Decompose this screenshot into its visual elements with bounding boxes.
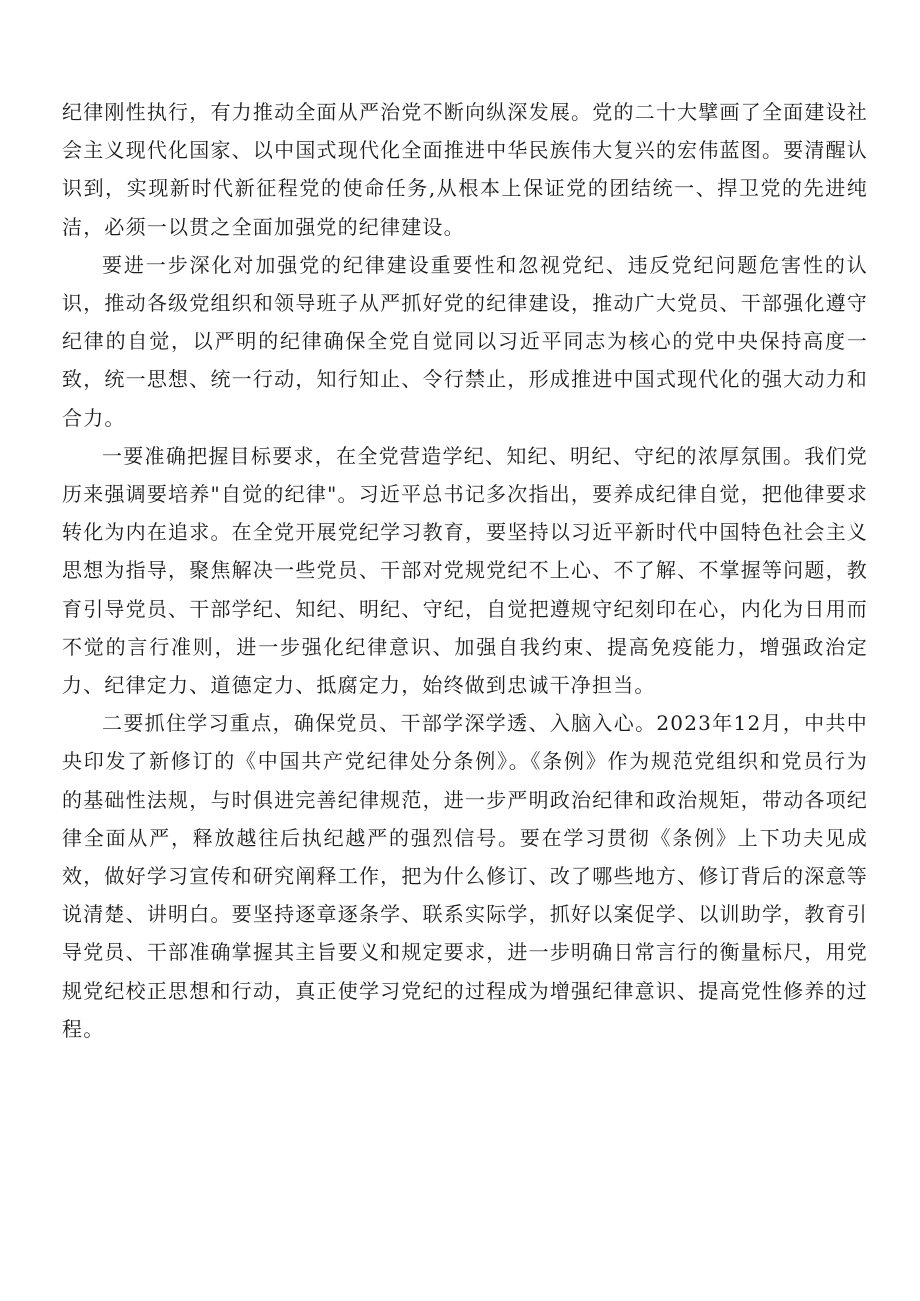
paragraph-goal-requirements: 一要准确把握目标要求，在全党营造学纪、知纪、明纪、守纪的浓厚氛围。我们党历来强调要培养"自觉的纪律"。习近平总书记多次指出，要养成纪律自觉，把他律要求转化为内在追求。在全党开展党纪学习教育，要坚持以习近平新时代中国特色社会主义思想为指导，聚焦解决一些党员、干部对党规党纪不上心、不了解、不掌握等问题，教育引导党员、干部学纪、知纪、明纪、守纪，自觉把遵规守纪刻印在心，内化为日用而不觉的言行准则，进一步强化纪律意识、加强自我约束、提高免疫能力，增强政治定力、纪律定力、道德定力、抵腐定力，始终做到忠诚干净担当。 [62, 443, 868, 698]
paragraph-study-focus: 二要抓住学习重点，确保党员、干部学深学透、入脑入心。2023年12月，中共中央印发了新修订的《中国共产党纪律处分条例》。《条例》作为规范党组织和党员行为的基础性法规，与时俱进完善纪律规范，进一步严明政治纪律和政治规矩，带动各项纪律全面从严，释放越往后执纪越严的强烈信号。要在学习贯彻《条例》上下功夫见成效，做好学习宣传和研究阐释工作，把为什么修订、改了哪些地方、修订背后的深意等说清楚、讲明白。要坚持逐章逐条学、联系实际学，抓好以案促学、以训助学，教育引导党员、干部准确掌握其主旨要义和规定要求，进一步明确日常言行的衡量标尺，用党规党纪校正思想和行动，真正使学习党纪的过程成为增强纪律意识、提高党性修养的过程。 [62, 711, 868, 1041]
document-body [62, 93, 868, 1048]
paragraph-continuation: 纪律刚性执行，有力推动全面从严治党不断向纵深发展。党的二十大擘画了全面建设社会主义现代化国家、以中国式现代化全面推进中华民族伟大复兴的宏伟蓝图。要清醒认识到，实现新时代新征程党的使命任务,从根本上保证党的团结统一、捍卫党的先进纯洁，必须一以贯之全面加强党的纪律建设。 [62, 100, 868, 239]
paragraph-deepen-understanding: 要进一步深化对加强党的纪律建设重要性和忽视党纪、违反党纪问题危害性的认识，推动各级党组织和领导班子从严抓好党的纪律建设，推动广大党员、干部强化遵守纪律的自觉，以严明的纪律确保全党自觉同以习近平同志为核心的党中央保持高度一致，统一思想、统一行动，知行知止、令行禁止，形成推进中国式现代化的强大动力和合力。 [62, 252, 868, 430]
